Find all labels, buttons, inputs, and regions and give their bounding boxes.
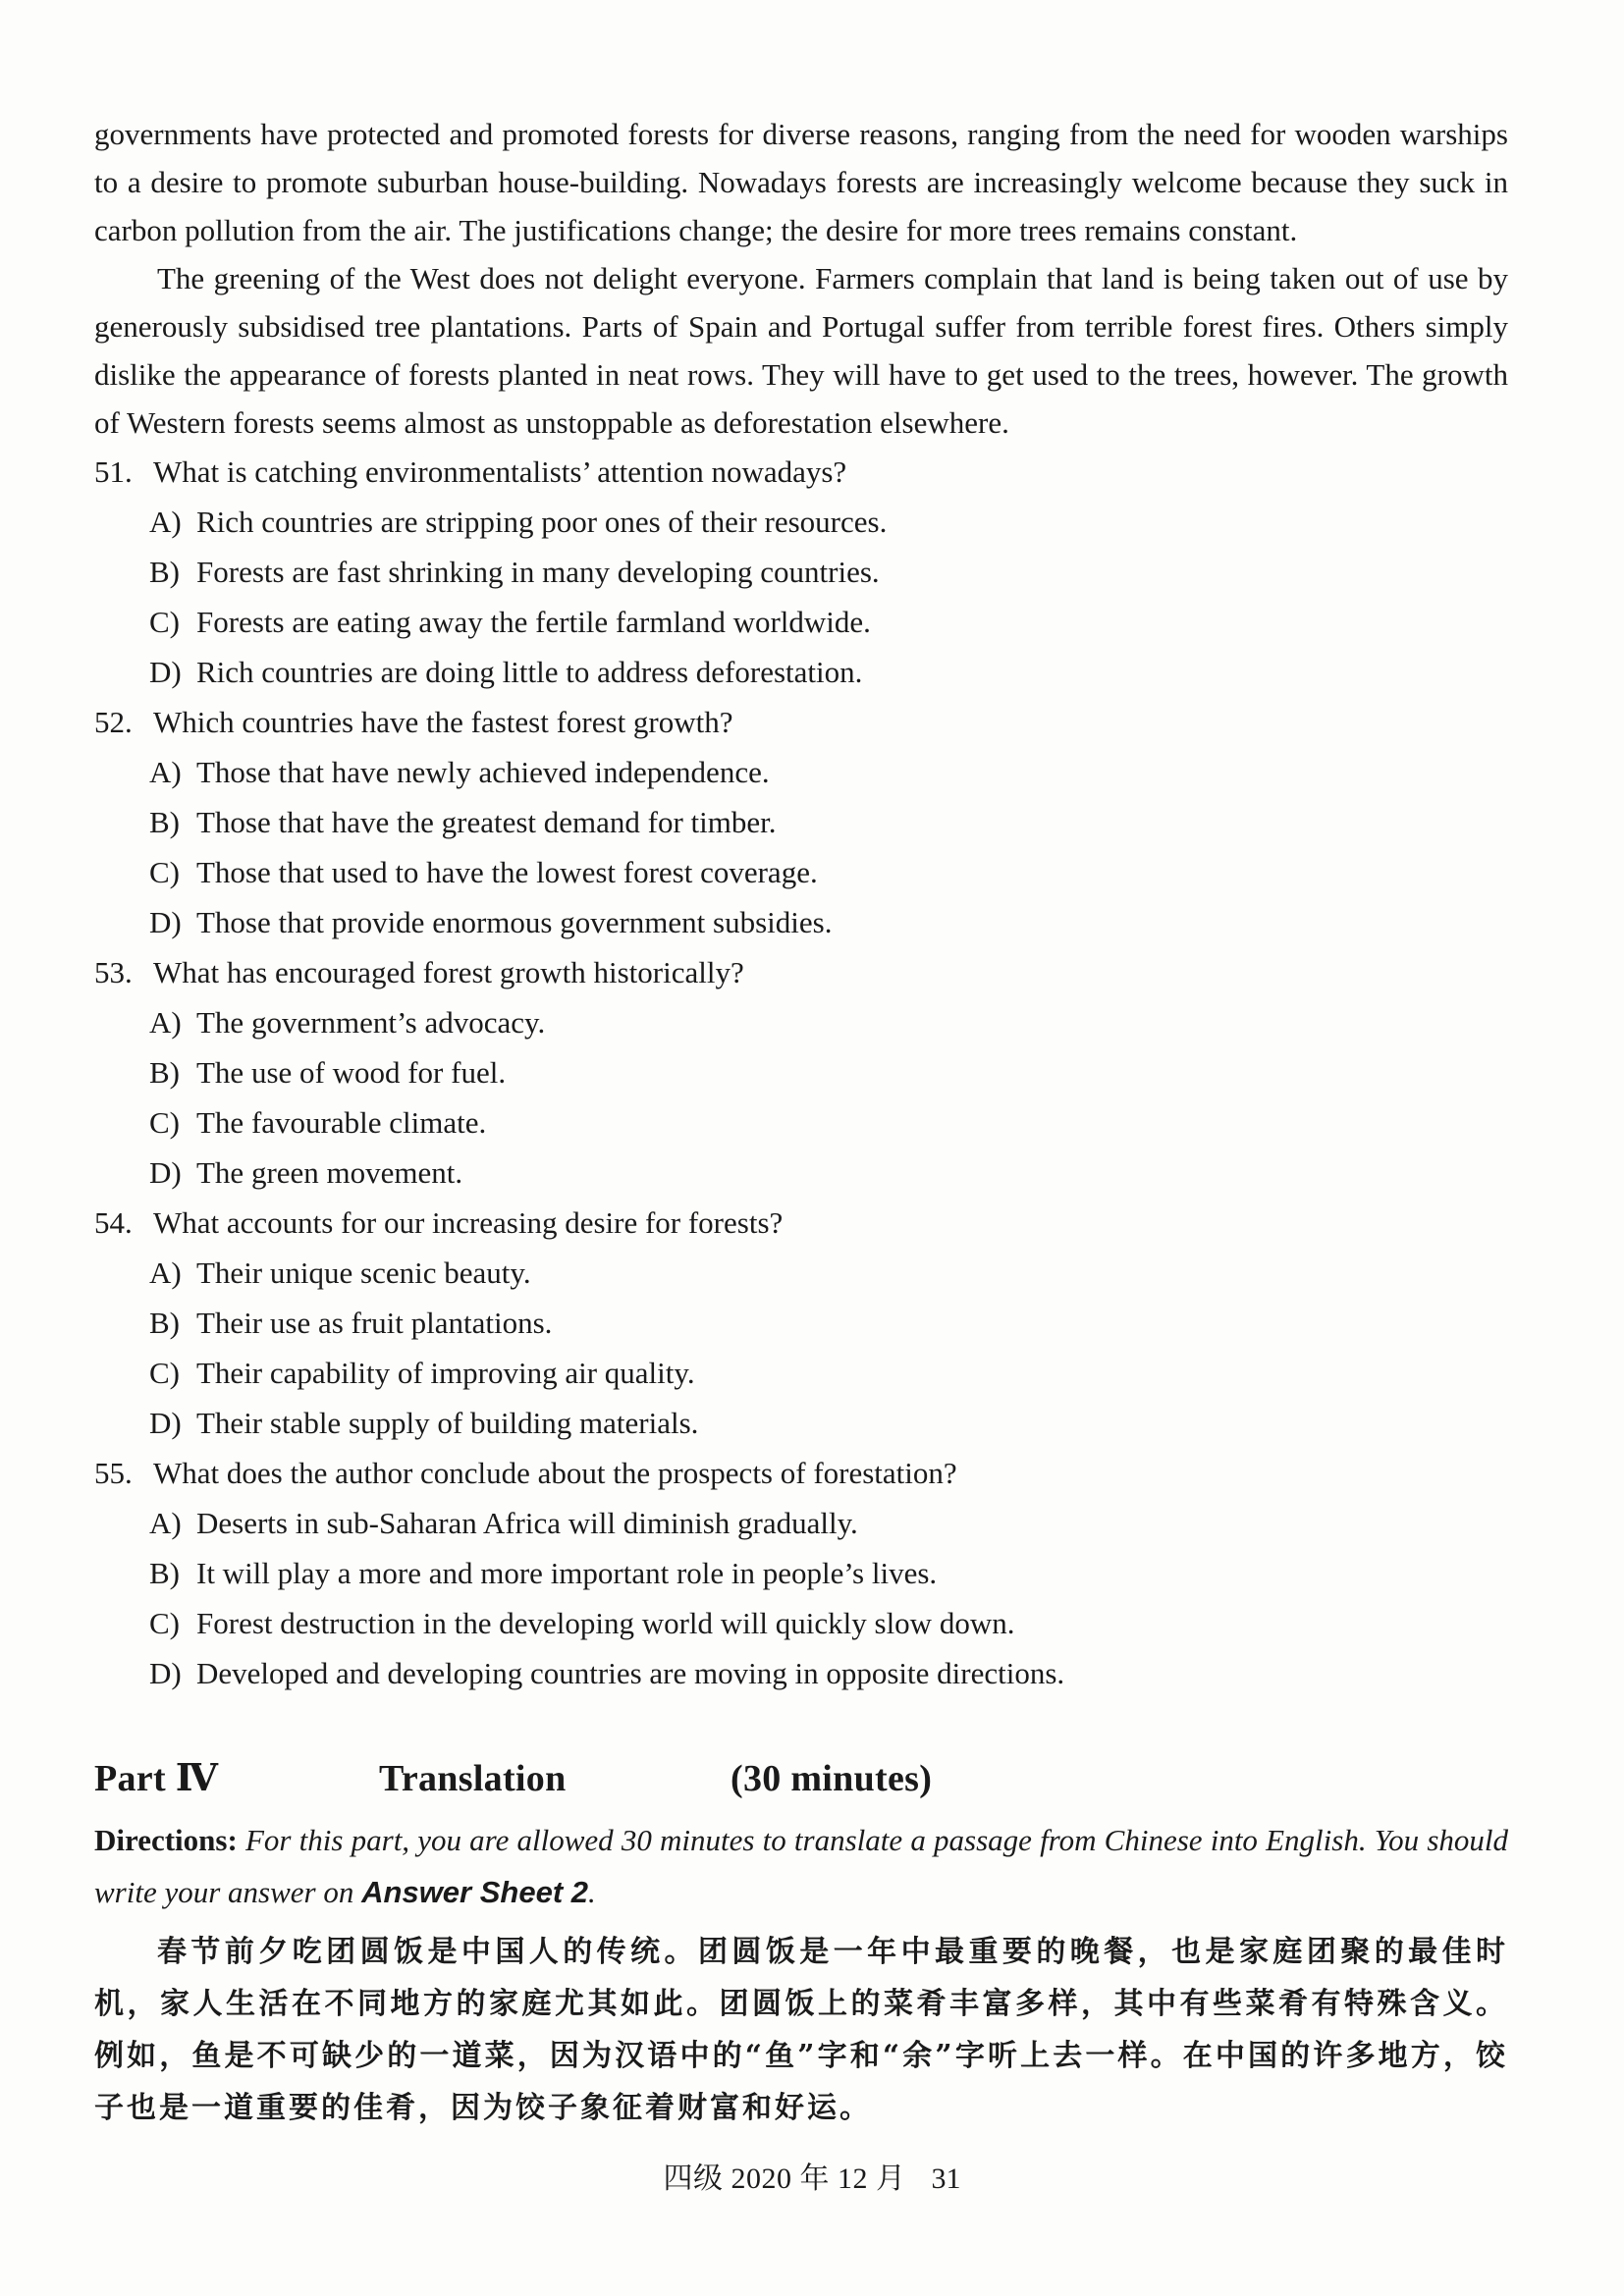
answer-option <box>94 1298 1508 1348</box>
page-content <box>94 110 1508 2134</box>
answer-option <box>94 547 1508 597</box>
answer-option <box>94 897 1508 947</box>
option-letter: B) <box>149 805 180 839</box>
option-letter: B) <box>149 1556 180 1590</box>
question-number: 52. <box>94 705 133 739</box>
option-list <box>94 747 1508 947</box>
option-text: Forests are eating away the fertile farmland worldwide. <box>196 605 871 639</box>
answer-option <box>94 1348 1508 1398</box>
directions <box>94 1814 1508 1918</box>
option-letter: A) <box>149 1005 182 1040</box>
option-text: Their unique scenic beauty. <box>196 1255 531 1290</box>
option-text: Forests are fast shrinking in many developing countries. <box>196 555 880 589</box>
option-list <box>94 497 1508 697</box>
option-list <box>94 1248 1508 1448</box>
option-list <box>94 1498 1508 1698</box>
question-stem <box>94 1448 1508 1498</box>
option-text: Their capability of improving air quality. <box>196 1356 695 1390</box>
question-block <box>94 1448 1508 1698</box>
part-time: (30 minutes) <box>731 1758 933 1799</box>
answer-option <box>94 497 1508 547</box>
passage-paragraph-final: The greening of the West does not delight everyone. Farmers complain that land is being taken out of use by generously subsidised tree plantations. Parts of Spain and Portugal suffer from terrible forest fires. Others simply dislike the appearance of forests planted in neat rows. They will have to get used to the trees, however. The growth of Western forests seems almost as unstoppable as deforestation elsewhere. <box>94 261 1508 440</box>
answer-option <box>94 1548 1508 1598</box>
question-stem <box>94 1198 1508 1248</box>
directions-text: For this part, you are allowed 30 minutes to translate a passage from Chinese into English. You should write your answer on <box>94 1823 1509 1909</box>
option-letter: A) <box>149 1506 182 1540</box>
question-text: Which countries have the fastest forest growth? <box>153 705 733 739</box>
answer-option <box>94 847 1508 897</box>
option-text: It will play a more and more important role in people’s lives. <box>196 1556 938 1590</box>
option-list <box>94 997 1508 1198</box>
question-stem <box>94 447 1508 497</box>
question-block <box>94 1198 1508 1448</box>
question-list <box>94 447 1508 1698</box>
option-letter: D) <box>149 1656 182 1690</box>
answer-option <box>94 747 1508 797</box>
question-block <box>94 697 1508 947</box>
question-number: 54. <box>94 1205 133 1240</box>
option-text: The favourable climate. <box>196 1105 487 1140</box>
question-text: What is catching environmentalists’ attention nowadays? <box>153 454 847 489</box>
option-text: Those that have the greatest demand for timber. <box>196 805 777 839</box>
answer-option <box>94 1398 1508 1448</box>
page-footer <box>0 2160 1624 2199</box>
question-number: 51. <box>94 454 133 489</box>
chinese-translation-passage: 春节前夕吃团圆饭是中国人的传统。团圆饭是一年中最重要的晚餐，也是家庭团聚的最佳时机，家人生活在不同地方的家庭尤其如此。团圆饭上的菜肴丰富多样，其中有些菜肴有特殊含义。例如，鱼是不可缺少的一道菜，因为汉语中的“鱼”字和“余”字听上去一样。在中国的许多地方，饺子也是一道重要的佳肴，因为饺子象征着财富和好运。 <box>94 1935 1508 2125</box>
question-stem <box>94 947 1508 997</box>
question-number: 55. <box>94 1456 133 1490</box>
option-text: Those that used to have the lowest forest coverage. <box>196 855 818 889</box>
answer-option <box>94 1248 1508 1298</box>
question-text: What has encouraged forest growth historically? <box>153 955 744 989</box>
question-number: 53. <box>94 955 133 989</box>
option-letter: C) <box>149 855 180 889</box>
option-text: Their use as fruit plantations. <box>196 1306 553 1340</box>
option-letter: D) <box>149 905 182 939</box>
option-letter: A) <box>149 1255 182 1290</box>
answer-option <box>94 1097 1508 1148</box>
option-letter: B) <box>149 555 180 589</box>
option-letter: D) <box>149 1406 182 1440</box>
option-text: The government’s advocacy. <box>196 1005 546 1040</box>
option-letter: A) <box>149 755 182 789</box>
answer-option <box>94 1598 1508 1648</box>
option-text: The green movement. <box>196 1155 463 1190</box>
option-text: Those that provide enormous government subsidies. <box>196 905 833 939</box>
answer-option <box>94 1148 1508 1198</box>
question-block <box>94 947 1508 1198</box>
answer-sheet-reference: Answer Sheet 2 <box>361 1875 588 1909</box>
answer-option <box>94 1648 1508 1698</box>
part-heading <box>94 1749 1508 1808</box>
option-text: Those that have newly achieved independence. <box>196 755 770 789</box>
directions-label: Directions: <box>94 1823 238 1857</box>
passage-paragraph-continued: governments have protected and promoted forests for diverse reasons, ranging from the need for wooden warships to a desire to promote suburban house-building. Nowadays forests are increasingly welcome because they suck in carbon pollution from the air. The justifications change; the desire for more trees remains constant. <box>94 117 1508 247</box>
option-text: Rich countries are stripping poor ones of their resources. <box>196 505 888 539</box>
directions-period: . <box>588 1875 596 1909</box>
page-number: 31 <box>931 2163 961 2195</box>
option-text: Deserts in sub-Saharan Africa will diminish gradually. <box>196 1506 858 1540</box>
question-stem <box>94 697 1508 747</box>
option-letter: D) <box>149 1155 182 1190</box>
part-label: Part Ⅳ <box>94 1758 219 1799</box>
question-text: What accounts for our increasing desire for forests? <box>153 1205 784 1240</box>
option-text: Developed and developing countries are moving in opposite directions. <box>196 1656 1065 1690</box>
answer-option <box>94 1047 1508 1097</box>
answer-option <box>94 647 1508 697</box>
option-text: Forest destruction in the developing world will quickly slow down. <box>196 1606 1015 1640</box>
option-letter: C) <box>149 605 180 639</box>
option-letter: D) <box>149 655 182 689</box>
answer-option <box>94 597 1508 647</box>
answer-option <box>94 997 1508 1047</box>
part-title: Translation <box>379 1758 567 1799</box>
option-text: Rich countries are doing little to address deforestation. <box>196 655 863 689</box>
option-letter: A) <box>149 505 182 539</box>
option-letter: C) <box>149 1105 180 1140</box>
answer-option <box>94 797 1508 847</box>
option-letter: C) <box>149 1356 180 1390</box>
option-letter: B) <box>149 1055 180 1090</box>
option-letter: B) <box>149 1306 180 1340</box>
option-text: The use of wood for fuel. <box>196 1055 507 1090</box>
footer-exam-label: 四级 2020 年 12 月 <box>663 2163 906 2195</box>
option-letter: C) <box>149 1606 180 1640</box>
question-text: What does the author conclude about the prospects of forestation? <box>153 1456 957 1490</box>
option-text: Their stable supply of building materials. <box>196 1406 699 1440</box>
answer-option <box>94 1498 1508 1548</box>
question-block <box>94 447 1508 697</box>
